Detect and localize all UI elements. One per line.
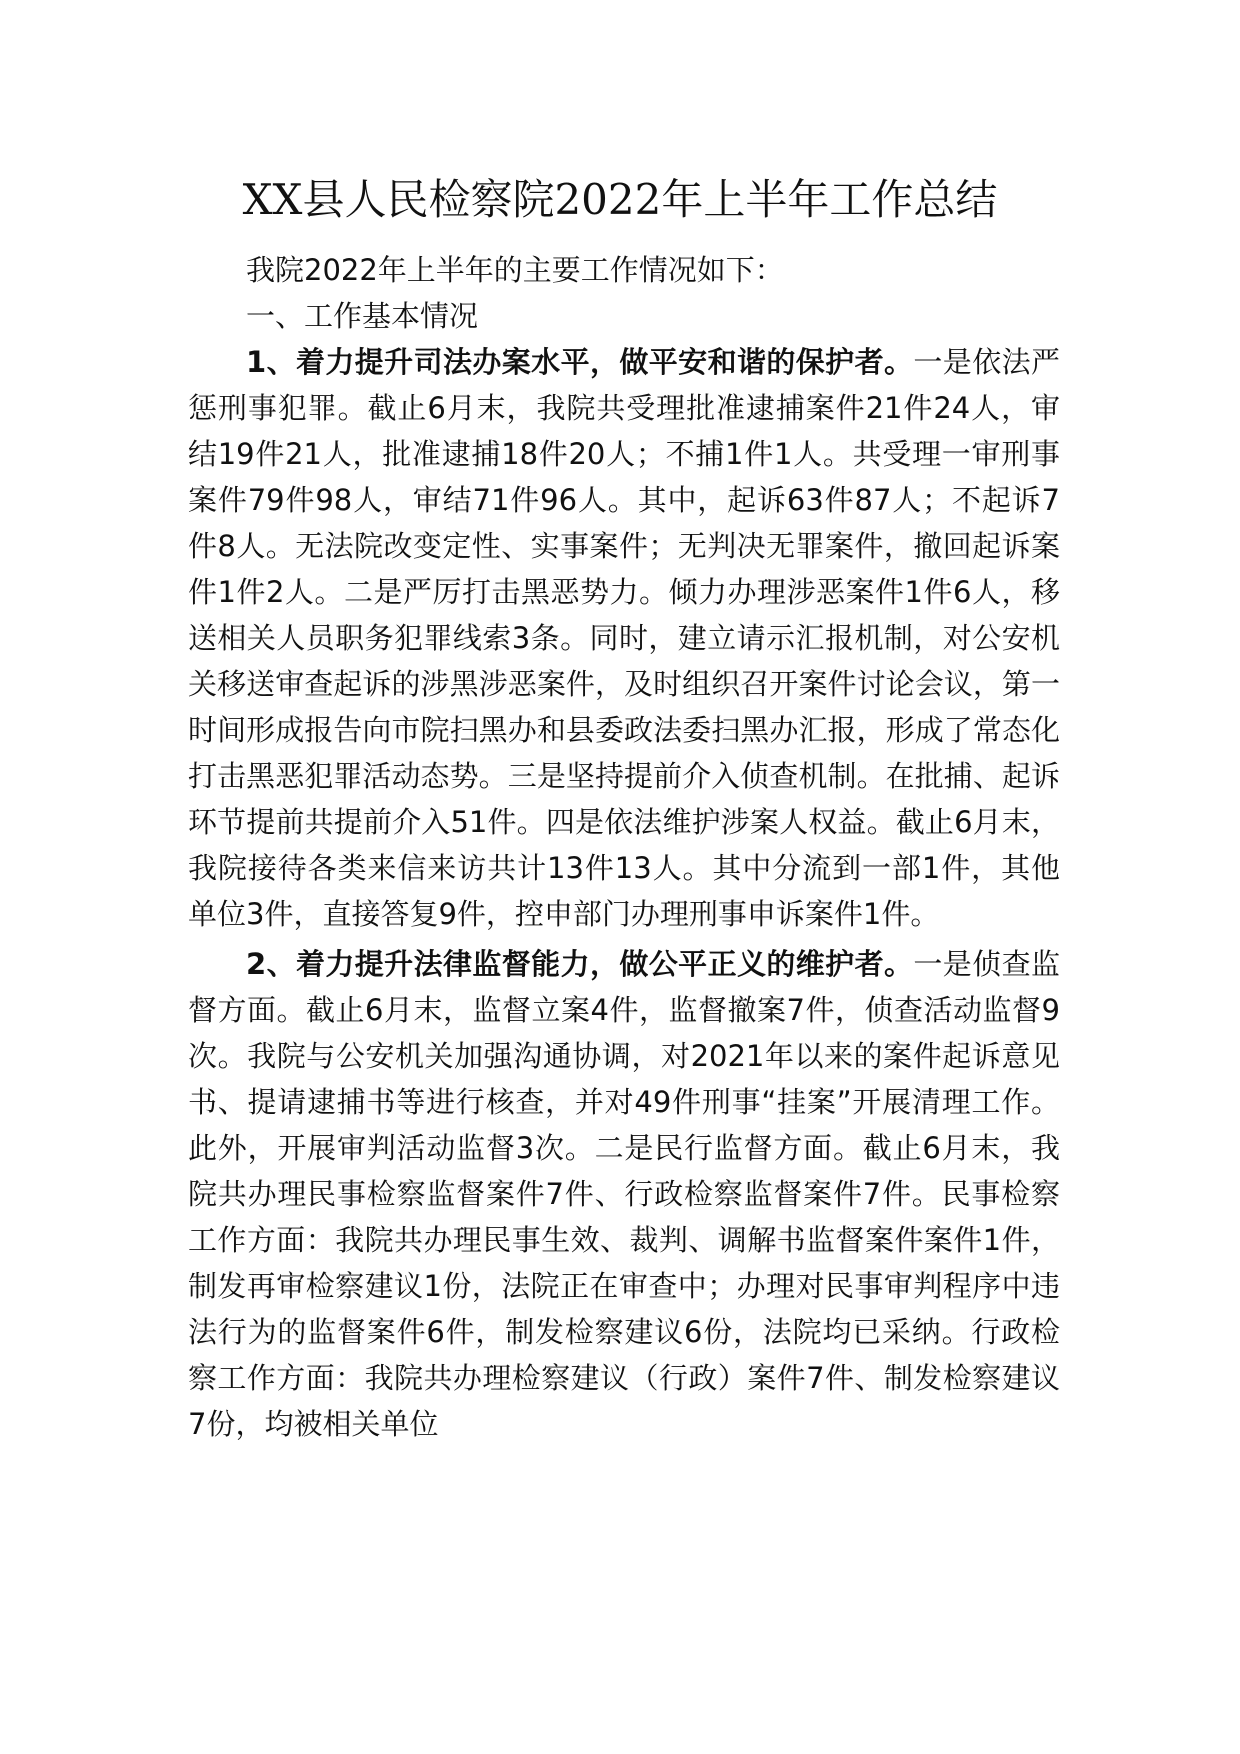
intro-paragraph: 我院2022年上半年的主要工作情况如下： (246, 253, 784, 287)
document-body (188, 247, 1060, 1447)
document-title: XX县人民检察院2022年上半年工作总结 (242, 175, 998, 224)
item-2-text: 一是侦查监督方面。截止6月末，监督立案4件，监督撤案7件，侦查活动监督9次。我院与公安机关加强沟通协调，对2021年以来的案件起诉意见书、提请逮捕书等进行核查，并对49件刑事“挂案”开展清理工作。此外，开展审判活动监督3次。二是民行监督方面。截止6月末，我院共办理民事检察监督案件7件、行政检察监督案件7件。民事检察工作方面：我院共办理民事生效、裁判、调解书监督案件案件1件，制发再审检察建议1份，法院正在审查中；办理对民事审判程序中违法行为的监督案件6件，制发检察建议6份，法院均已采纳。行政检察工作方面：我院共办理检察建议（行政）案件7件、制发检察建议7份，均被相关单位 (188, 947, 1060, 1441)
paragraph-item-2 (188, 941, 1060, 1447)
item-2-lead: 2、着力提升法律监督能力，做公平正义的维护者。 (246, 947, 914, 981)
paragraph-item-1 (188, 339, 1060, 937)
section-heading: 一、工作基本情况 (246, 299, 479, 333)
item-1-text: 一是依法严惩刑事犯罪。截止6月末，我院共受理批准逮捕案件21件24人，审结19件21人，批准逮捕18件20人；不捕1件1人。共受理一审刑事案件79件98人，审结71件96人。其中，起诉63件87人；不起诉7件8人。无法院改变定性、实事案件；无判决无罪案件，撤回起诉案件1件2人。二是严厉打击黑恶势力。倾力办理涉恶案件1件6人，移送相关人员职务犯罪线索3条。同时，建立请示汇报机制，对公安机关移送审查起诉的涉黑涉恶案件，及时组织召开案件讨论会议，第一时间形成报告向市院扫黑办和县委政法委扫黑办汇报，形成了常态化打击黑恶犯罪活动态势。三是坚持提前介入侦查机制。在批捕、起诉环节提前共提前介入51件。四是依法维护涉案人权益。截止6月末，我院接待各类来信来访共计13件13人。其中分流到一部1件，其他单位3件，直接答复9件，控申部门办理刑事申诉案件1件。 (188, 345, 1060, 931)
item-1-lead: 1、着力提升司法办案水平，做平安和谐的保护者。 (246, 345, 914, 379)
